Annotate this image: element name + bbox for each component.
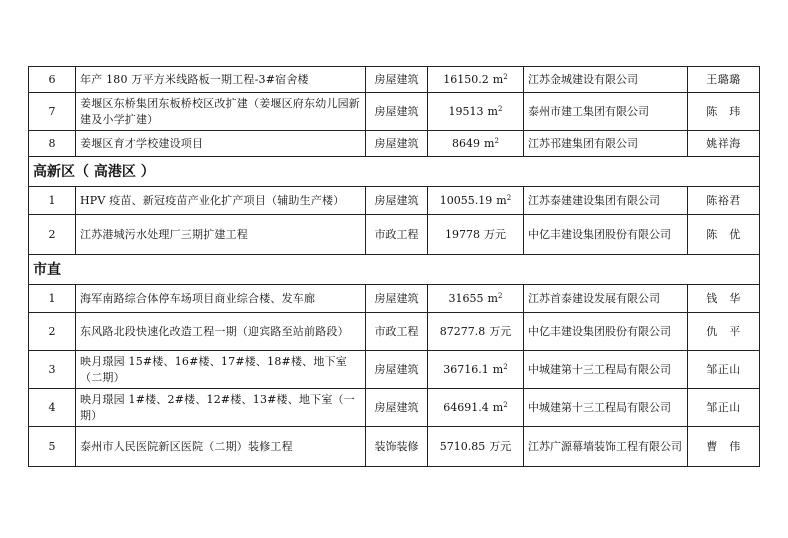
row-number: 5 xyxy=(29,427,76,467)
project-type: 房屋建筑 xyxy=(366,285,428,313)
scale-value: 36716.1 xyxy=(443,362,489,376)
person-name: 曹 伟 xyxy=(688,427,760,467)
row-number: 6 xyxy=(29,67,76,93)
project-name: 泰州市人民医院新区医院（二期）装修工程 xyxy=(76,427,366,467)
scale-unit: 万元 xyxy=(489,439,512,453)
project-type: 房屋建筑 xyxy=(366,187,428,215)
section-header-row xyxy=(29,255,760,285)
scale-value: 19513 xyxy=(448,104,484,118)
table-row xyxy=(29,389,760,427)
project-scale xyxy=(428,187,524,215)
project-name: 姜堰区东桥集团东板桥校区改扩建（姜堰区府东幼儿园新建及小学扩建） xyxy=(76,93,366,131)
scale-value: 19778 xyxy=(445,227,480,241)
company-name: 江苏泰建建设集团有限公司 xyxy=(524,187,688,215)
company-name: 中城建第十三工程局有限公司 xyxy=(524,389,688,427)
project-scale xyxy=(428,351,524,389)
row-number: 7 xyxy=(29,93,76,131)
project-type: 市政工程 xyxy=(366,313,428,351)
project-type: 房屋建筑 xyxy=(366,389,428,427)
row-number: 4 xyxy=(29,389,76,427)
project-type: 房屋建筑 xyxy=(366,351,428,389)
company-name: 江苏首泰建设发展有限公司 xyxy=(524,285,688,313)
project-name: 海军南路综合体停车场项目商业综合楼、发车廊 xyxy=(76,285,366,313)
projects-table-body xyxy=(29,67,760,467)
project-name: HPV 疫苗、新冠疫苗产业化扩产项目（辅助生产楼） xyxy=(76,187,366,215)
project-name: 江苏港城污水处理厂三期扩建工程 xyxy=(76,215,366,255)
scale-unit: m xyxy=(492,72,504,86)
scale-unit: m xyxy=(484,136,495,150)
row-number: 8 xyxy=(29,131,76,157)
project-name: 年产 180 万平方米线路板一期工程-3#宿舍楼 xyxy=(76,67,366,93)
person-name: 陈 玮 xyxy=(688,93,760,131)
table-row xyxy=(29,215,760,255)
person-name: 陈裕君 xyxy=(688,187,760,215)
unit-superscript: 2 xyxy=(506,193,512,202)
scale-unit: m xyxy=(487,291,498,305)
scale-unit: m xyxy=(487,104,498,118)
row-number: 2 xyxy=(29,313,76,351)
person-name: 姚祥海 xyxy=(688,131,760,157)
row-number: 2 xyxy=(29,215,76,255)
row-number: 1 xyxy=(29,285,76,313)
scale-unit: m xyxy=(492,362,504,376)
scale-value: 87277.8 xyxy=(439,324,486,338)
project-scale xyxy=(428,93,524,131)
project-type: 房屋建筑 xyxy=(366,131,428,157)
unit-superscript: 2 xyxy=(503,400,508,409)
section-title: 市直 xyxy=(29,255,760,285)
project-name: 映月璟园 15#楼、16#楼、17#楼、18#楼、地下室（二期） xyxy=(76,351,366,389)
company-name: 中城建第十三工程局有限公司 xyxy=(524,351,688,389)
project-type: 房屋建筑 xyxy=(366,67,428,93)
unit-superscript: 2 xyxy=(497,291,503,300)
project-name: 映月璟园 1#楼、2#楼、12#楼、13#楼、地下室（一期） xyxy=(76,389,366,427)
unit-superscript: 2 xyxy=(497,104,503,113)
unit-superscript: 2 xyxy=(503,72,508,81)
project-scale xyxy=(428,131,524,157)
table-row xyxy=(29,285,760,313)
table-row xyxy=(29,131,760,157)
person-name: 陈 优 xyxy=(688,215,760,255)
unit-superscript: 2 xyxy=(494,136,499,145)
table-row xyxy=(29,67,760,93)
project-scale xyxy=(428,67,524,93)
scale-value: 64691.4 xyxy=(443,400,489,414)
scale-value: 31655 xyxy=(448,291,484,305)
table-row xyxy=(29,351,760,389)
company-name: 江苏广源幕墙装饰工程有限公司 xyxy=(524,427,688,467)
table-row xyxy=(29,313,760,351)
project-type: 装饰装修 xyxy=(366,427,428,467)
unit-superscript: 2 xyxy=(503,362,508,371)
table-row xyxy=(29,187,760,215)
person-name: 仇 平 xyxy=(688,313,760,351)
person-name: 王璐璐 xyxy=(688,67,760,93)
project-scale xyxy=(428,313,524,351)
company-name: 中亿丰建设集团股份有限公司 xyxy=(524,215,688,255)
scale-value: 10055.19 xyxy=(439,193,493,207)
row-number: 1 xyxy=(29,187,76,215)
section-title: 高新区（ 高港区 ） xyxy=(29,157,760,187)
project-type: 房屋建筑 xyxy=(366,93,428,131)
project-scale xyxy=(428,427,524,467)
company-name: 江苏邗建集团有限公司 xyxy=(524,131,688,157)
project-name: 姜堰区育才学校建设项目 xyxy=(76,131,366,157)
scale-unit: 万元 xyxy=(489,324,512,338)
scale-value: 5710.85 xyxy=(439,439,486,453)
person-name: 邹正山 xyxy=(688,389,760,427)
project-scale xyxy=(428,215,524,255)
project-name: 东风路北段快速化改造工程一期（迎宾路至站前路段） xyxy=(76,313,366,351)
scale-value: 8649 xyxy=(452,136,481,150)
scale-unit: 万元 xyxy=(484,227,506,241)
project-scale xyxy=(428,389,524,427)
row-number: 3 xyxy=(29,351,76,389)
person-name: 邹正山 xyxy=(688,351,760,389)
project-type: 市政工程 xyxy=(366,215,428,255)
projects-table xyxy=(28,66,760,467)
scale-unit: m xyxy=(496,193,507,207)
scale-unit: m xyxy=(492,400,504,414)
company-name: 中亿丰建设集团股份有限公司 xyxy=(524,313,688,351)
person-name: 钱 华 xyxy=(688,285,760,313)
project-scale xyxy=(428,285,524,313)
table-row xyxy=(29,93,760,131)
section-header-row xyxy=(29,157,760,187)
table-row xyxy=(29,427,760,467)
company-name: 江苏金城建设有限公司 xyxy=(524,67,688,93)
company-name: 泰州市建工集团有限公司 xyxy=(524,93,688,131)
scale-value: 16150.2 xyxy=(443,72,489,86)
